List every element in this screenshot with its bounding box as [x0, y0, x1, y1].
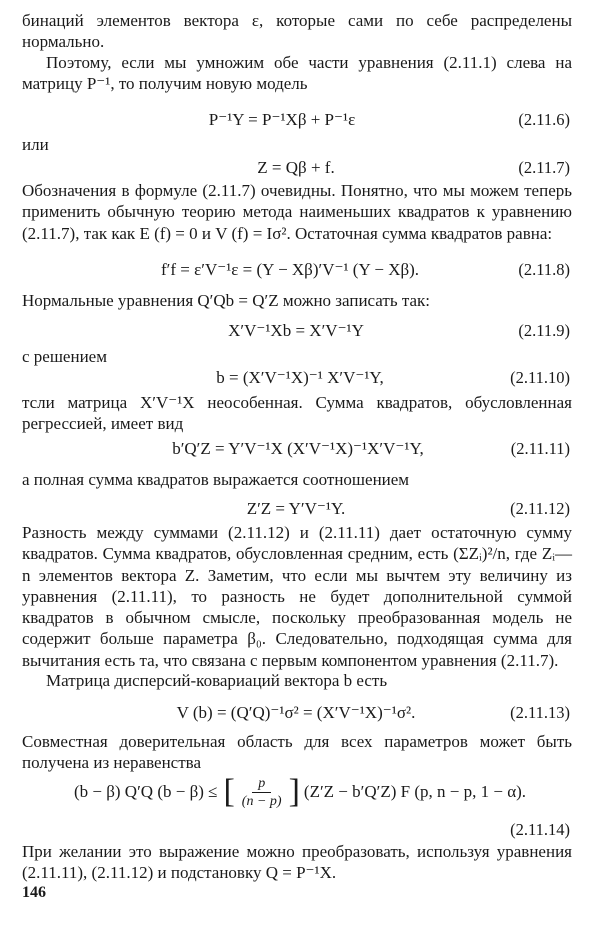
equation-2-11-10: [0, 366, 600, 392]
equation-2-11-6: [0, 108, 600, 134]
equation-formula: X′V⁻¹Xb = X′V⁻¹Y: [228, 321, 364, 340]
equation-2-11-11: [0, 437, 600, 463]
equation-formula: b′Q′Z = Y′V⁻¹X (X′V⁻¹X)⁻¹X′V⁻¹Y,: [172, 439, 424, 458]
fraction-denominator: (n − p): [241, 793, 282, 809]
paragraph-with-solution: с решением: [22, 347, 107, 366]
equation-2-11-13: [0, 701, 600, 727]
equation-formula: Z = Qβ + f.: [257, 158, 335, 177]
inequality-right: (Z′Z − b′Q′Z) F (p, n − p, 1 − α).: [303, 782, 527, 801]
paragraph-confidence-region: Совместная доверительная область для всех параметров может быть получена из неравенства: [22, 732, 572, 773]
equation-number: (2.11.14): [510, 820, 570, 839]
equation-number: (2.11.9): [518, 321, 570, 340]
equation-formula: Z′Z = Y′V⁻¹Y.: [246, 499, 346, 518]
equation-2-11-12: [0, 497, 600, 523]
equation-formula: P⁻¹Y = P⁻¹Xβ + P⁻¹ε: [208, 110, 356, 129]
paragraph-continuation: бинаций элементов вектора ε, которые сами по себе распределены нормально.: [22, 11, 572, 52]
paragraph-difference: Разность между суммами (2.11.12) и (2.11.11) дает остаточную сумму квадратов. Сумма квадратов, обусловленная средним, есть (ΣZᵢ)²/n, где Zᵢ—n элементов вектора Z. Заметим, что если мы вычтем эту величину из уравнения (2.11.11), то разность не будет дополнительной суммой квадратов в обычном смысле, поскольку преобразованная модель не содержит больше параметра β₀. Следовательно, подходящая сумма для вычитания есть та, что связана с первым компонентом уравнения (2.11.7).: [22, 523, 572, 670]
equation-2-11-14: [0, 770, 600, 814]
equation-number: (2.11.13): [510, 703, 570, 722]
equation-number: (2.11.6): [518, 110, 570, 129]
left-bracket: [: [223, 773, 235, 810]
paragraph-variance-matrix: Матрица дисперсий-ковариаций вектора b есть: [46, 671, 388, 690]
bracketed-fraction: [223, 775, 299, 810]
paragraph-total-sum: а полная сумма квадратов выражается соотношением: [22, 470, 410, 489]
equation-formula: f′f = ε′V⁻¹ε = (Y − Xβ)′V⁻¹ (Y − Xβ).: [160, 260, 420, 279]
equation-number: (2.11.11): [510, 439, 570, 458]
fraction-numerator: p: [252, 775, 271, 793]
page-number: 146: [22, 884, 46, 901]
paragraph-transform: При желании это выражение можно преобразовать, используя уравнения (2.11.11), (2.11.12) и подстановку Q = P⁻¹X.: [22, 842, 572, 883]
paragraph-notation: Обозначения в формуле (2.11.7) очевидны. Понятно, что мы можем теперь применить обычную теорию метода наименьших квадратов к уравнению (2.11.7), так как E (f) = 0 и V (f) = Iσ². Остаточная сумма квадратов равна:: [22, 181, 572, 243]
equation-formula: V (b) = (Q′Q)⁻¹σ² = (X′V⁻¹X)⁻¹σ².: [176, 703, 416, 722]
equation-2-11-7: [0, 156, 600, 182]
equation-number: (2.11.12): [510, 499, 570, 518]
equation-number: (2.11.8): [518, 260, 570, 279]
equation-formula: b = (X′V⁻¹X)⁻¹ X′V⁻¹Y,: [216, 368, 384, 387]
fraction: [238, 775, 286, 810]
inequality-left: (b − β) Q′Q (b − β) ≤: [73, 782, 218, 801]
equation-2-11-9: [0, 319, 600, 345]
inequality-formula: [74, 770, 526, 814]
right-bracket: ]: [288, 773, 300, 810]
paragraph-multiply-intro: Поэтому, если мы умножим обе части уравнения (2.11.1) слева на матрицу P⁻¹, то получим новую модель: [22, 53, 572, 94]
paragraph-regression-sum: тсли матрица X′V⁻¹X неособенная. Сумма квадратов, обусловленная регрессией, имеет вид: [22, 393, 572, 434]
paragraph-or: или: [22, 135, 49, 154]
equation-number: (2.11.10): [510, 368, 570, 387]
paragraph-normal-equations: Нормальные уравнения Q′Qb = Q′Z можно записать так:: [22, 291, 430, 310]
equation-number: (2.11.7): [518, 158, 570, 177]
equation-2-11-8: [0, 258, 600, 284]
